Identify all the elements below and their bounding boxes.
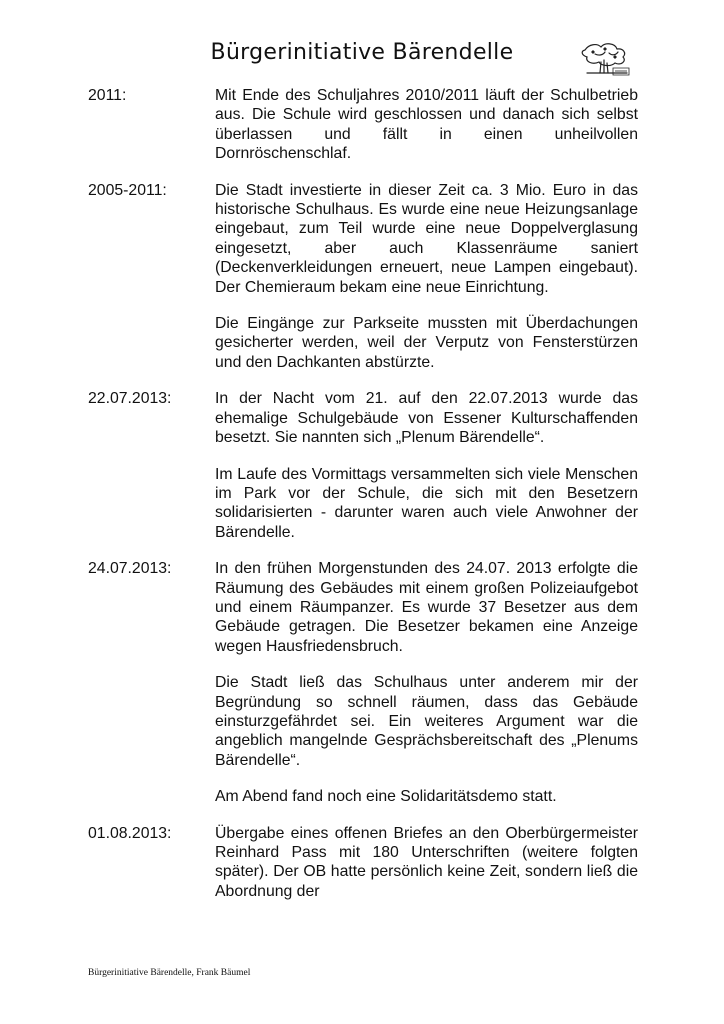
chronology-entry xyxy=(88,181,638,373)
entry-paragraph: In den frühen Morgenstunden des 24.07. 2013 erfolgte die Räumung des Gebäudes mit einem großen Polizeiaufgebot und einem Räumpanzer. Es wurde 37 Besetzer aus dem Gebäude getragen. Die Besetzer bekamen eine Anzeige wegen Hausfriedensbruch. xyxy=(215,560,638,655)
tree-logo-icon xyxy=(577,40,633,80)
entry-paragraph: Die Eingänge zur Parkseite mussten mit Überdachungen gesicherter werden, weil der Verputz von Fensterstürzen und den Dachkanten abstürzte. xyxy=(215,315,638,371)
chronology-entry xyxy=(88,824,638,902)
entry-paragraph: Die Stadt investierte in dieser Zeit ca. 3 Mio. Euro in das historische Schulhaus. Es wurde eine neue Heizungsanlage eingebaut, zum Teil wurde eine neue Doppelverglasung eingesetzt, aber auch Klassenräume saniert (Deckenverkleidungen erneuert, neue Lampen eingebaut). Der Chemieraum bekam eine neue Einrichtung. xyxy=(215,181,638,296)
chronology-entry xyxy=(88,389,638,542)
entry-paragraph: In der Nacht vom 21. auf den 22.07.2013 wurde das ehemalige Schulgebäude von Essener Kulturschaffenden besetzt. Sie nannten sich „Plenum Bärendelle“. xyxy=(215,390,638,447)
entry-date: 22.07.2013: xyxy=(88,390,172,408)
entry-paragraph: Die Stadt ließ das Schulhaus unter anderem mir der Begründung so schnell räumen, dass das Gebäude einsturzgefährdet sei. Ein weiteres Argument war die angeblich mangelnde Gesprächsbereitschaft des „Plenums Bärendelle“. xyxy=(215,674,638,769)
chronology-entry xyxy=(88,86,638,164)
entry-paragraph: Im Laufe des Vormittags versammelten sich viele Menschen im Park vor der Schule, die sich mit den Besetzern solidarisierten - darunter waren auch viele Anwohner der Bärendelle. xyxy=(215,465,638,541)
chronology-entry xyxy=(88,559,638,806)
entry-paragraph: Mit Ende des Schuljahres 2010/2011 läuft der Schulbetrieb aus. Die Schule wird geschlossen und danach sich selbst überlassen und fällt in einen unheilvollen Dornröschenschlaf. xyxy=(215,87,638,163)
entry-date: 2011: xyxy=(88,87,127,104)
page-footer: Bürgerinitiative Bärendelle, Frank Bäumel xyxy=(88,968,251,978)
entry-date: 01.08.2013: xyxy=(88,824,172,842)
entry-paragraph: Am Abend fand noch eine Solidaritätsdemo statt. xyxy=(215,788,557,806)
entry-paragraph: Übergabe eines offenen Briefes an den Oberbürgermeister Reinhard Pass mit 180 Unterschriften (weitere folgten später). Der OB hatte persönlich keine Zeit, sondern ließ die Abordnung der xyxy=(215,824,638,900)
chronology-list xyxy=(88,86,638,918)
entry-date: 24.07.2013: xyxy=(88,560,172,578)
page-title: Bürgerinitiative Bärendelle xyxy=(210,40,514,65)
entry-date: 2005-2011: xyxy=(88,181,167,199)
